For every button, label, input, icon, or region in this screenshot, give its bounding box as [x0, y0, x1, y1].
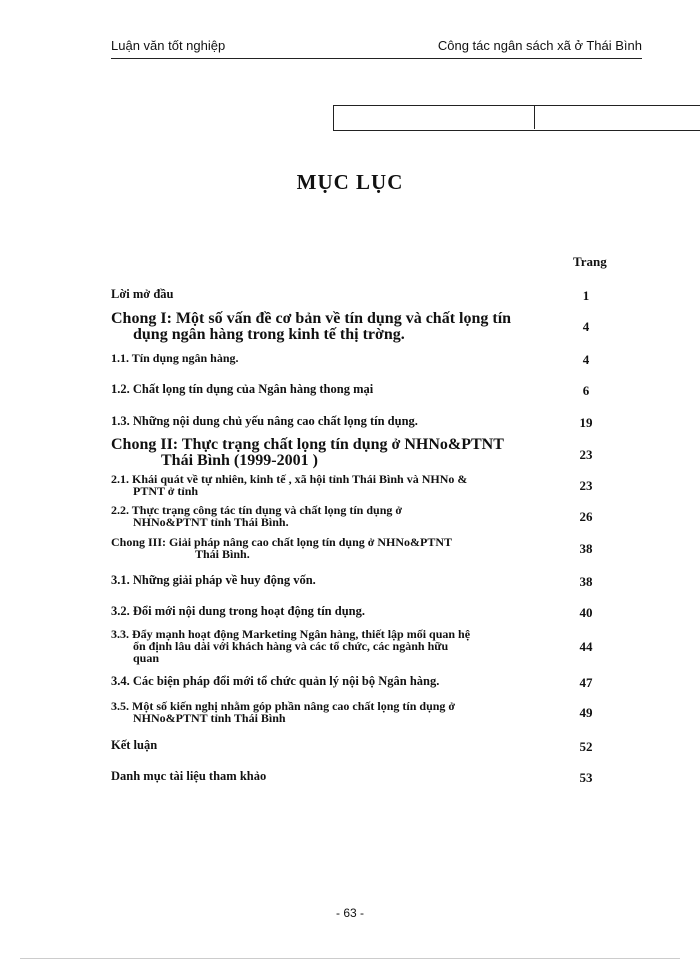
toc-page: 38 — [579, 574, 593, 589]
toc-row — [111, 739, 601, 752]
toc-page: 38 — [579, 541, 593, 556]
toc-entry-line1: 2.1. Khái quát về tự nhiên, kinh tế , xã hội tỉnh Thái Bình và NHNo & — [111, 472, 468, 486]
toc-page: 40 — [579, 605, 593, 620]
toc-entry: 3.1. Những giải pháp về huy động vốn. — [111, 573, 316, 587]
toc-row — [111, 311, 601, 343]
toc-page: 6 — [582, 383, 590, 398]
toc-entry-line2: Thái Bình. — [195, 547, 250, 561]
toc-page: 53 — [579, 770, 593, 785]
toc-entry: Kết luận — [111, 738, 158, 752]
toc-row — [111, 700, 601, 724]
toc-row — [111, 415, 601, 428]
toc-row — [111, 628, 601, 664]
toc-entry: 3.2. Đổi mới nội dung trong hoạt động tín dụng. — [111, 604, 365, 618]
toc-entry: 1.2. Chất lọng tín dụng của Ngân hàng thong mại — [111, 382, 374, 396]
toc-row — [111, 437, 601, 469]
page-header — [111, 36, 642, 59]
toc-row — [111, 504, 601, 528]
toc-page: 47 — [579, 675, 593, 690]
toc-page: 52 — [579, 739, 593, 754]
toc-entry-line2: PTNT ở tỉnh — [133, 484, 199, 498]
decorative-frame — [333, 105, 700, 131]
toc-entry-line1: Chong III: Giải pháp nâng cao chất lọng tín dụng ở NHNo&PTNT — [111, 535, 453, 549]
page-column-label: Trang — [573, 254, 607, 269]
toc-row — [111, 383, 601, 396]
header-left: Luận văn tốt nghiệp — [111, 38, 226, 53]
toc-page: 26 — [579, 509, 593, 524]
toc-entry-line2: Thái Bình (1999-2001 ) — [161, 452, 318, 469]
toc-page: 4 — [582, 319, 590, 334]
toc-page: 44 — [579, 639, 593, 654]
toc-page: 19 — [579, 415, 593, 430]
toc-row — [111, 536, 601, 560]
toc-entry-line2: dụng ngân hàng trong kinh tế thị trờng. — [133, 326, 405, 343]
toc-entry-line2: NHNo&PTNT tỉnh Thái Bình. — [133, 515, 289, 529]
toc-page: 4 — [582, 352, 590, 367]
bottom-divider — [20, 958, 680, 959]
toc-entry-line1: Chong I: Một số vấn đề cơ bản về tín dụng và chất lọng tín — [111, 310, 512, 327]
toc-entry-line3: quan — [133, 651, 160, 665]
toc-entry-line1: 2.2. Thực trạng công tác tín dụng và chất lọng tín dụng ở — [111, 503, 403, 517]
header-right: Công tác ngân sách xã ở Thái Bình — [437, 38, 642, 53]
toc-entry: 3.4. Các biện pháp đổi mới tổ chức quản lý nội bộ Ngân hàng. — [111, 674, 440, 688]
toc-entry-line2: ổn định lâu dài với khách hàng và các tổ chức, các ngành hữu — [133, 639, 449, 653]
toc-entry-line1: 3.5. Một số kiến nghị nhằm góp phần nâng cao chất lọng tín dụng ở — [111, 699, 456, 713]
toc-row — [111, 605, 601, 618]
frame-divider — [534, 105, 535, 129]
toc-row — [111, 770, 601, 783]
toc-entry: 1.1. Tín dụng ngân hàng. — [111, 351, 239, 365]
toc-row — [111, 351, 601, 367]
toc-row — [111, 675, 601, 688]
toc-row — [111, 473, 601, 497]
toc-entry: Danh mục tài liệu tham khảo — [111, 769, 267, 783]
page-number: - 63 - — [335, 906, 364, 920]
toc-page: 23 — [579, 447, 593, 462]
toc-entry: Lời mở đầu — [111, 287, 174, 301]
toc-page: 1 — [582, 288, 590, 303]
toc-entry-line1: 3.3. Đẩy mạnh hoạt động Marketing Ngân hàng, thiết lập mối quan hệ — [111, 627, 471, 641]
page-title: MỤC LỤC — [296, 170, 404, 194]
toc-page: 23 — [579, 478, 593, 493]
toc-page: 49 — [579, 705, 593, 720]
toc-row — [111, 574, 601, 587]
toc-entry: 1.3. Những nội dung chủ yếu nâng cao chất lọng tín dụng. — [111, 414, 418, 428]
toc-entry-line2: NHNo&PTNT tỉnh Thái Bình — [133, 711, 286, 725]
toc-row — [111, 288, 601, 301]
toc-entry-line1: Chong II: Thực trạng chất lọng tín dụng ở NHNo&PTNT — [111, 436, 504, 453]
